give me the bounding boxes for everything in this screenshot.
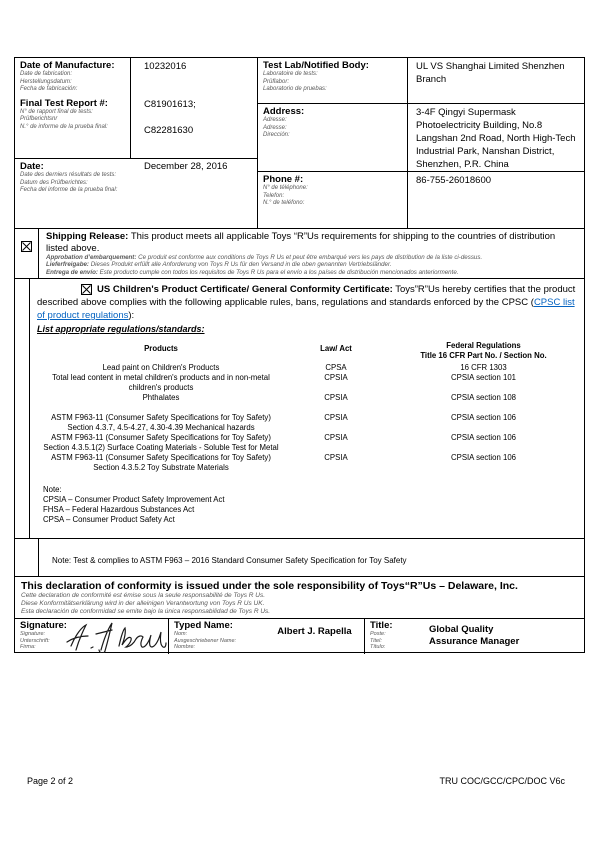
shipping-release-body bbox=[39, 229, 584, 278]
typed-name-label-group bbox=[169, 619, 265, 654]
note-cpsia: CPSIA – Consumer Product Safety Improvement Act bbox=[43, 495, 225, 504]
date-sublabel-es: Fecha del informe de la prueba final: bbox=[20, 187, 118, 193]
header-products: Products bbox=[144, 344, 178, 353]
final-test-report-sublabel-es: N.° de informe de la prueba final: bbox=[20, 123, 108, 130]
address-value: 3-4F Qingyi Supermask Photoelectricity Building, No.8 Langshan 2nd Road, North High-Tech Industrial Park, Nanshan District, Shenzhen, P.R. China bbox=[416, 107, 576, 170]
note-fhsa: FHSA – Federal Hazardous Substances Act bbox=[43, 505, 195, 514]
test-lab-sublabel-de: Prüflabor: bbox=[263, 78, 290, 85]
phone-sublabel-de: Telefon: bbox=[263, 192, 285, 199]
acronym-notes bbox=[43, 485, 576, 525]
list-regulations-label: List appropriate regulations/standards: bbox=[37, 324, 205, 334]
typed-name-cell bbox=[169, 619, 365, 654]
test-lab-sublabel-fr: Laboratoire de tests: bbox=[263, 71, 318, 77]
typed-name-sublabel-es: Nombre: bbox=[174, 644, 196, 651]
info-grid-right bbox=[258, 58, 584, 228]
certificate-paragraph bbox=[37, 283, 576, 322]
declaration-translation-de: Diese Konformitätserklärung wird in der alleinigen Verantwortung von Toys R Us UK. bbox=[21, 600, 265, 607]
checkbox-x-icon bbox=[82, 285, 91, 294]
translation-text-es: Este producto cumple con todos los requisitos de Toys R Us para el envío a los países de distribución mencionados anteriormente. bbox=[97, 268, 459, 276]
certificate-heading: US Children's Product Certificate/ General Conformity Certificate: bbox=[97, 284, 393, 295]
note-cpsa: CPSA – Consumer Product Safety Act bbox=[43, 515, 175, 524]
shipping-release-translation-es bbox=[46, 269, 576, 276]
info-grid-left bbox=[15, 58, 258, 228]
address-label: Address: bbox=[263, 106, 305, 117]
test-note-section bbox=[15, 538, 584, 576]
declaration-translation-fr: Cette declaration de conformité est émise sous la seule responsabilité de Toys R Us. bbox=[21, 592, 265, 599]
title-sublabel-es: Título: bbox=[370, 644, 386, 651]
date-of-manufacture-label: Date of Manufacture: bbox=[20, 60, 115, 71]
address-sublabel-de: Adresse: bbox=[263, 124, 287, 131]
manufacture-report-labels bbox=[15, 58, 131, 158]
date-sublabel-de: Datum des Prüfberichtes: bbox=[20, 179, 88, 186]
title-label: Title: bbox=[370, 620, 393, 631]
certificate-statement-end: ): bbox=[128, 310, 135, 321]
certificate-checkbox[interactable] bbox=[81, 284, 92, 295]
cpsc-regulations-link[interactable]: CPSC list of product regulations bbox=[37, 297, 575, 321]
shipping-release-translation-de bbox=[46, 261, 576, 268]
title-sublabel-de: Titel: bbox=[370, 637, 382, 644]
header-law-act: Law/ Act bbox=[320, 344, 352, 353]
date-of-manufacture-sublabel-es: Fecha de fabricación: bbox=[20, 86, 78, 92]
address-sublabel-fr: Adresse: bbox=[263, 117, 287, 123]
table-row: Total lead content in metal children's products and in non-metal children's products CPSIA CPSIA section 101 bbox=[52, 373, 516, 392]
test-lab-label-group bbox=[258, 58, 408, 103]
test-note-text: Note: Test & complies to ASTM F963 – 2016 Standard Consumer Safety Specification for Toy Safety bbox=[52, 556, 407, 565]
phone-sublabel-es: N.° de teléfono: bbox=[263, 200, 305, 206]
title-label-group bbox=[365, 619, 429, 654]
declaration-section bbox=[15, 576, 584, 618]
signature-sublabel-es: Firma: bbox=[20, 644, 36, 651]
title-value: Global Quality Assurance Manager bbox=[429, 624, 520, 647]
conformity-certificate-document bbox=[14, 57, 585, 653]
signature-cell bbox=[15, 619, 169, 654]
header-federal-line1: Federal Regulations bbox=[446, 341, 521, 350]
translation-text-fr: Ce produit est conforme aux conditions de Toys R Us et peut être embarqué vers les pays de distribution de la liste ci-dessus. bbox=[136, 254, 483, 261]
date-sublabel-fr: Date des derniers résultats de tests: bbox=[20, 172, 117, 178]
date-of-manufacture-sublabel-de: Herstellungsdatum: bbox=[20, 78, 72, 85]
phone-label: Phone #: bbox=[263, 174, 304, 185]
phone-row bbox=[258, 172, 584, 228]
translation-text-de: Dieses Produkt erfüllt alle Anforderung von Toys R Us für den Versand in die oben genannten Vertriebsländer. bbox=[88, 261, 392, 269]
address-row bbox=[258, 104, 584, 172]
manufacture-report-values bbox=[131, 58, 257, 158]
title-sublabel-fr: Poste: bbox=[370, 631, 386, 637]
phone-label-group bbox=[258, 172, 408, 228]
date-of-manufacture-label-group bbox=[20, 60, 128, 94]
checkbox-x-icon bbox=[22, 242, 31, 251]
test-lab-row bbox=[258, 58, 584, 104]
info-grid bbox=[15, 58, 584, 228]
final-test-report-value-1: C81901613; bbox=[144, 99, 196, 110]
regulations-table bbox=[37, 341, 576, 473]
certificate-body bbox=[30, 279, 584, 538]
date-of-manufacture-value: 10232016 bbox=[144, 61, 187, 72]
table-row: ASTM F963-11 (Consumer Safety Specifications for Toy Safety) Section 4.3.7, 4.5-4.27, 4.30-4.39 Mechanical hazards CPSIA CPSIA section 106 bbox=[51, 413, 516, 432]
final-test-report-label: Final Test Report #: bbox=[20, 97, 108, 109]
shipping-release-section bbox=[15, 228, 584, 278]
phone-sublabel-fr: N° de téléphone: bbox=[263, 185, 308, 191]
product-certificate-section bbox=[15, 278, 584, 538]
final-test-report-sublabel-fr: N° de rapport final de tests: bbox=[20, 108, 93, 115]
signature-row bbox=[15, 618, 584, 654]
shipping-release-text bbox=[46, 231, 576, 254]
date-of-manufacture-sublabel-fr: Date de fabrication: bbox=[20, 71, 73, 77]
shipping-release-translation-fr bbox=[46, 254, 576, 261]
date-label: Date: bbox=[20, 161, 44, 172]
certificate-statement: Toys”R”Us hereby certifies that the product described above complies with the following applicable rules, bans, regulations and standards enforced by the CPSC ( bbox=[37, 284, 576, 308]
header-federal-line2: Title 16 CFR Part No. / Section No. bbox=[420, 351, 547, 360]
declaration-heading: This declaration of conformity is issued under the sole responsibility of Toys“R”Us – Delaware, Inc. bbox=[21, 580, 518, 592]
test-lab-sublabel-es: Laboratorio de pruebas: bbox=[263, 86, 327, 92]
manufacture-report-row bbox=[15, 58, 257, 159]
translation-lead-es: Entrega de envío: bbox=[46, 268, 98, 276]
certificate-margin-cell bbox=[15, 279, 30, 538]
typed-name-label: Typed Name: bbox=[174, 620, 233, 631]
final-test-report-sublabel-de: Prüfberichtsnr bbox=[20, 116, 58, 122]
translation-lead-fr: Approbation d’embarquement: bbox=[46, 254, 137, 261]
title-cell bbox=[365, 619, 584, 654]
page-number: Page 2 of 2 bbox=[27, 776, 74, 786]
typed-name-value: Albert J. Rapella bbox=[277, 626, 352, 637]
table-row: Phthalates CPSIA CPSIA section 108 bbox=[142, 393, 516, 402]
regulations-table-header bbox=[37, 341, 576, 361]
note-title: Note: bbox=[43, 485, 62, 494]
table-row: ASTM F963-11 (Consumer Safety Specifications for Toy Safety) Section 4.3.5.2 Toy Substrate Materials CPSIA CPSIA section 106 bbox=[51, 453, 516, 472]
table-row: Lead paint on Children's Products CPSA 16 CFR 1303 bbox=[102, 363, 507, 372]
date-label-group bbox=[15, 159, 131, 228]
typed-name-sublabel-de: Ausgeschriebener Name: bbox=[174, 637, 237, 644]
document-version: TRU COC/GCC/CPC/DOC V6c bbox=[439, 776, 565, 786]
signature-image bbox=[65, 620, 167, 653]
shipping-release-checkbox[interactable] bbox=[21, 241, 32, 252]
final-test-report-label-group bbox=[20, 98, 128, 132]
shipping-release-checkbox-cell bbox=[15, 229, 39, 278]
test-note-margin-cell bbox=[15, 539, 39, 576]
phone-value: 86-755-26018600 bbox=[416, 175, 492, 186]
date-row bbox=[15, 159, 257, 228]
test-lab-label: Test Lab/Notified Body: bbox=[263, 60, 369, 71]
typed-name-sublabel-fr: Nom: bbox=[174, 631, 188, 637]
translation-lead-de: Lieferfreigabe: bbox=[46, 261, 89, 269]
declaration-translation-es: Esta declaración de conformidad se emite bajo la única responsabilidad de Toys R Us. bbox=[21, 608, 271, 615]
test-lab-value: UL VS Shanghai Limited Shenzhen Branch bbox=[416, 61, 565, 85]
shipping-release-label: Shipping Release: bbox=[46, 231, 129, 242]
final-test-report-value-2: C82281630 bbox=[144, 125, 194, 136]
shipping-release-statement: This product meets all applicable Toys “R”Us requirements for shipping to the countries of distribution listed above. bbox=[46, 231, 556, 254]
signature-sublabel-de: Unterschrift: bbox=[20, 637, 50, 644]
address-sublabel-es: Dirección: bbox=[263, 132, 290, 138]
date-value: December 28, 2016 bbox=[144, 161, 228, 172]
signature-sublabel-fr: Signature: bbox=[20, 631, 46, 637]
table-row: ASTM F963-11 (Consumer Safety Specifications for Toy Safety) Section 4.3.5.1(2) Surface Coating Materials - Soluble Test for Metal CPSIA CPSIA section 106 bbox=[43, 433, 516, 452]
signature-label: Signature: bbox=[20, 620, 67, 631]
header-federal-regulations bbox=[391, 341, 576, 361]
address-label-group bbox=[258, 104, 408, 171]
